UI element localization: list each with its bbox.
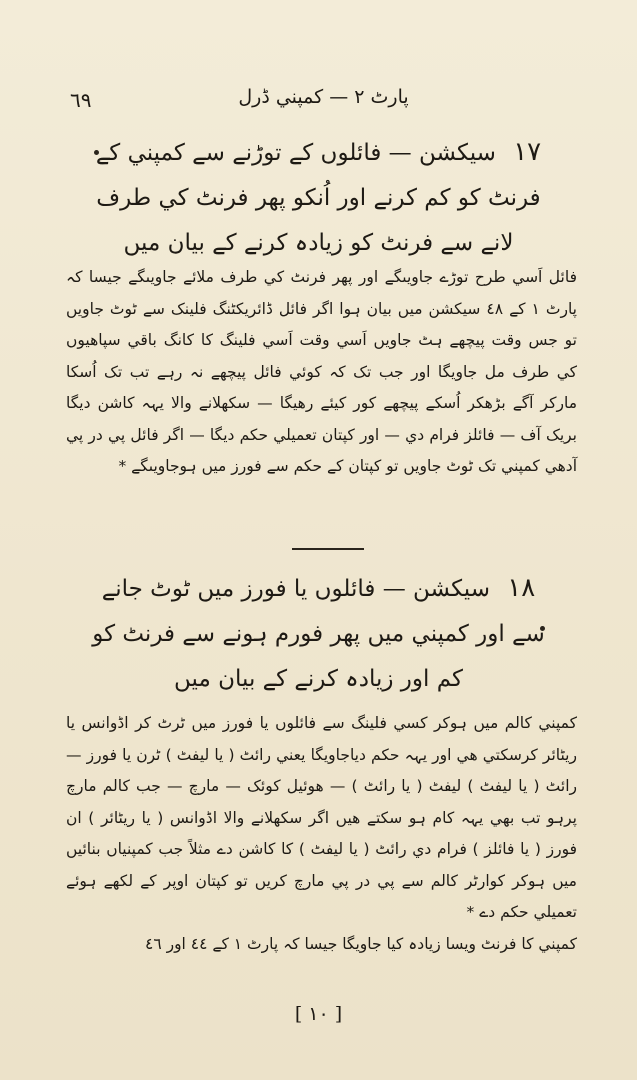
page-header <box>70 86 577 116</box>
footer-folio: [ ١٠ ] <box>294 1003 343 1025</box>
heading-line: کم اور زيادہ کرنے کے بيان ميں <box>174 666 463 692</box>
section-17-body <box>66 262 577 532</box>
heading-line: لانے سے فرنٹ کو زيادہ کرنے کے بيان ميں <box>123 230 514 256</box>
heading-line: سے اور کمپني ميں پھر فورم ہونے سے فرنٹ کو <box>92 621 545 647</box>
continuation-line: کمپني کا فرنٹ ويسا زيادہ کيا جاويگا جيسا کہ پارٹ ١ کے ٤٤ اور ٤٦ <box>145 934 577 953</box>
section-number: ١٧ <box>513 137 542 167</box>
running-head: پارٹ ٢ — کمپني ڈرل <box>238 86 409 108</box>
heading-line: فرنٹ کو کم کرنے اور اُنکو پھر فرنٹ کي طرف <box>96 185 541 211</box>
paragraph: کمپني کالم ميں ہوکر کسي فلينگ سے فائلوں يا فورز ميں ٹرٹ کر اڈوانس يا ريٹائر کرسکتي ھي اور يہہ حکم دياجاويگا يعني رائٹ ( يا ليفٹ ) ٹرن يا فورز — رائٹ ( يا ليفٹ ) ليفٹ ( يا رائٹ ) — هوئيل کوئک — مارچ — جب کالم مارچ پرہو تب بھي يہہ کام ہو سکتے ھيں اگر سکھلانے والا اڈوانس ( يا ريٹائر ) ان فورز ( يا فائلز ) فرام دي رائٹ ( يا ليفٹ ) کا کاشن دے مثلاً جب کمپنياں بنائيں ميں ہوکر کوارٹر کالم سے پي در پي مارچ کريں تو کپتان اوپر کے لکھے ہوئے تعميلي حکم دے * <box>66 714 577 921</box>
section-17-heading <box>60 130 577 266</box>
section-number: ١٨ <box>507 573 536 603</box>
section-18-body <box>66 708 577 998</box>
section-18-heading <box>60 566 577 702</box>
heading-line: ١٧ سيکشن — فائلوں کے توڑنے سے کمپني کے <box>95 137 542 167</box>
page-number: ٦٩ <box>70 88 92 112</box>
heading-line: ١٨ سيکشن — فائلوں يا فورز ميں ٹوٹ جانے <box>101 573 536 603</box>
section-divider <box>292 548 364 550</box>
paragraph: فائل اَسي طرح توڑے جاويںگے اور پھر فرنٹ کي طرف ملائے جاويںگے جيسا کہ پارٹ ١ کے ٤٨ سيکشن ميں بيان ہوا اگر فائل ڈائريکٹنگ فلينک سے ٹوٹ جاويں تو جس وقت پيچھے ہٹ جاويں اَسي وقت اَسي فلينگ کا کانگ باقي سپاھيوں کي طرف مل جاويگا اور جب تک کہ کوئي فائل پيچھے نہ رہے تب تک اُسکا مارکر آگے بڑھکر اُسکے پيچھے کور کيئے رھيگا — سکھلانے والا يہہ کاشن ديگا بريک آف — فائلز فرام دي — اور کپتان تعميلي حکم ديگا — اگر فائل پي در پي آدھي کمپني تک ٹوٹ جاويں تو کپتان کے حکم سے فورز ميں ہوجاويںگے * <box>66 268 577 475</box>
